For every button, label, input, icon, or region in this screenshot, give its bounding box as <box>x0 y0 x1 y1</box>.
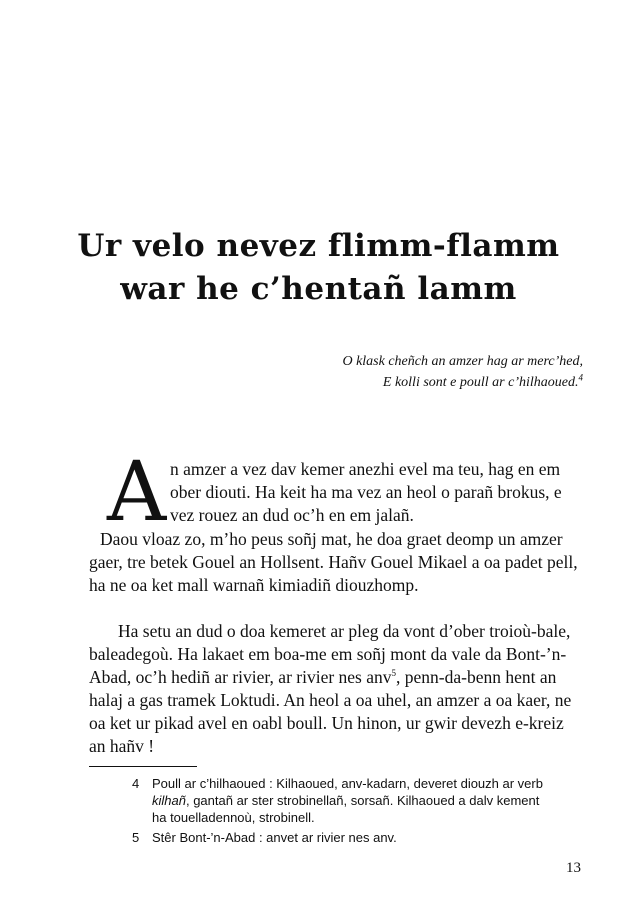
text-segment: Abad, oc’h hediñ ar rivier, ar rivier nes anv <box>89 667 392 687</box>
text-line: oa ket ur pikad avel en oabl boull. Un hinon, ur gwir devezh e-kreiz <box>89 713 564 733</box>
chapter-title-line-1: Ur velo nevez flimm-flamm <box>77 228 560 264</box>
footnote-line: Poull ar c’hilhaoued : Kilhaoued, anv-kadarn, deveret diouzh ar verb <box>152 776 543 791</box>
text-line: gaer, tre betek Gouel an Hollsent. Hañv Gouel Mikael a oa padet pell, <box>89 552 578 572</box>
footnote-line: ha touelladennoù, strobinell. <box>152 810 315 825</box>
epigraph-line-2-text: E kolli sont e poull ar c’hilhaoued. <box>382 375 579 390</box>
page-number: 13 <box>566 860 581 876</box>
text-line: vez rouez an dud oc’h en em jalañ. <box>170 505 414 525</box>
footnote-number: 5 <box>132 830 140 845</box>
epigraph-line-1: O klask cheñch an amzer hag ar merc’hed, <box>342 354 583 369</box>
text-line: baleadegoù. Ha lakaet em boa-me em soñj mont da vale da Bont-’n- <box>89 644 567 664</box>
footnote-ref-5: 5 <box>391 668 397 679</box>
text-line: Daou vloaz zo, m’ho peus soñj mat, he doa graet deomp un amzer <box>100 529 563 549</box>
text-line: an hañv ! <box>89 736 155 756</box>
footnote-ref-4: 4 <box>578 372 583 383</box>
text-line: n amzer a vez dav kemer anezhi evel ma teu, hag en em <box>170 459 561 479</box>
drop-cap: A <box>107 445 167 540</box>
text-line: Ha setu an dud o doa kemeret ar pleg da vont d’ober troioù-bale, <box>118 621 571 641</box>
epigraph-line-2 <box>382 372 583 391</box>
footnote-divider <box>89 766 197 767</box>
text-line <box>89 666 556 690</box>
footnote-line <box>152 792 539 809</box>
footnote-text: , gantañ ar ster strobinellañ, sorsañ. Kilhaoued a dalv kement <box>185 793 540 808</box>
text-line: ober diouti. Ha keit ha ma vez an heol o parañ brokus, e <box>170 482 562 502</box>
text-segment: , penn-da-benn hent an <box>396 667 557 687</box>
footnote-italic-term: kilhañ <box>152 793 186 808</box>
text-line: ha ne oa ket mall warnañ kimiadiñ diouzhomp. <box>89 575 419 595</box>
footnote-line: Stêr Bont-’n-Abad : anvet ar rivier nes anv. <box>152 830 397 845</box>
text-line: halaj a gas tramek Loktudi. An heol a oa uhel, an amzer a oa kaer, ne <box>89 690 572 710</box>
footnote-number: 4 <box>132 776 140 791</box>
chapter-title-line-2: war he c’hentañ lamm <box>120 271 517 307</box>
